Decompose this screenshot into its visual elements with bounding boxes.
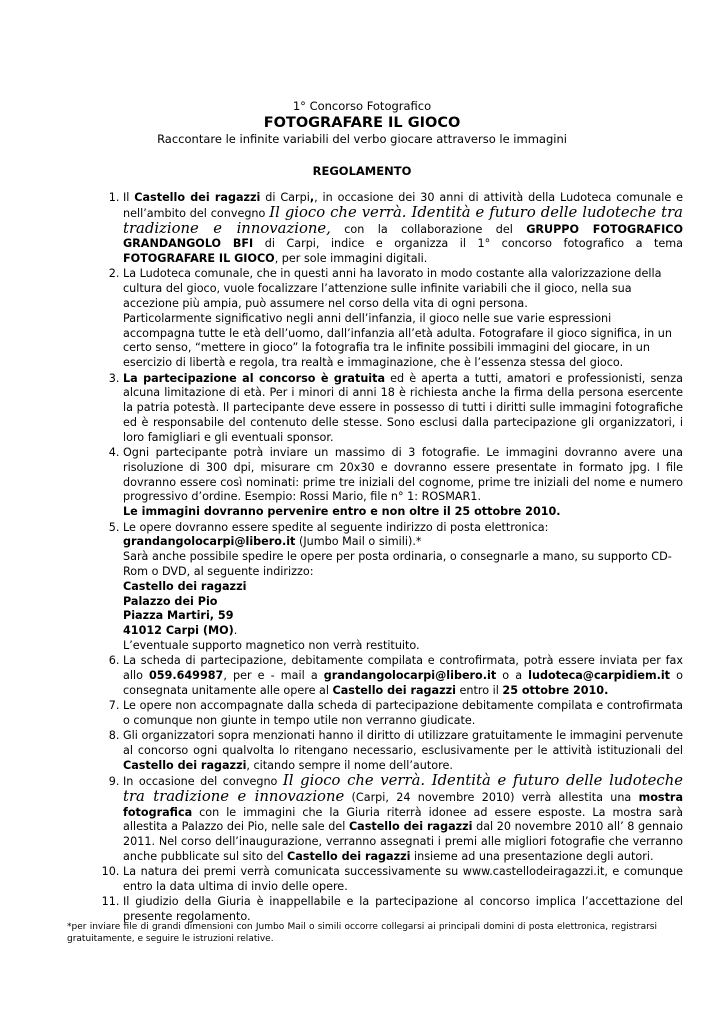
rule-3 bbox=[123, 372, 683, 446]
contest-theme: FOTOGRAFARE IL GIOCO bbox=[123, 252, 275, 266]
organizer-name: Castello dei ragazzi bbox=[134, 191, 261, 204]
contest-subtitle: Raccontare le infinite variabili del verbo giocare attraverso le immagini bbox=[157, 132, 567, 146]
address-punctuation: . bbox=[233, 624, 238, 638]
rule-5-text: 5. Le opere dovranno essere spedite al seguente indirizzo di posta elettronica: bbox=[123, 520, 549, 534]
rule-5-text: L’eventuale supporto magnetico non verrà restituito. bbox=[123, 638, 420, 652]
submission-email[interactable]: grandangolocarpi@libero.it bbox=[123, 535, 296, 549]
address-line: Piazza Martiri, 59 bbox=[123, 609, 234, 623]
footnote: *per inviare file di grandi dimensioni con Jumbo Mail o simili occorre collegarsi ai principali domini di posta elettronica, registrarsi gratuitamente, e seguire le istruzioni relative. bbox=[67, 922, 657, 944]
rule-9-text: insieme ad una presentazione degli autori. bbox=[410, 850, 654, 864]
email-link[interactable]: ludoteca@carpidiem.it bbox=[528, 669, 671, 682]
contest-title: FOTOGRAFARE IL GIOCO bbox=[263, 115, 461, 131]
rule-9-text: dal 20 novembre 2010 all’ 8 gennaio 2011. Nel corso dell’inaugurazione, verranno assegnati i premi alle migliori fotografie che verranno anche pubblicate sul sito del bbox=[123, 820, 683, 864]
address-line: 41012 Carpi (MO) bbox=[123, 624, 234, 638]
rule-8 bbox=[123, 729, 683, 773]
exhibition-label: mostra fotografica bbox=[123, 790, 683, 819]
email-link[interactable]: grandangolocarpi@libero.it bbox=[323, 669, 497, 682]
rule-5 bbox=[123, 521, 683, 654]
rule-6 bbox=[123, 654, 683, 698]
rule-8-text: Gli organizzatori sopra menzionati hanno il diritto di utilizzare gratuitamente le immagini pervenute al concorso ogni qualvolta lo ritengano necessario, esclusivamente per le attività istituzionali del bbox=[123, 729, 683, 757]
rule-5-text: (Jumbo Mail o simili).* bbox=[295, 535, 422, 549]
rule-1-text: , per sole immagini digitali. bbox=[274, 252, 428, 266]
fax-number: 059.649987 bbox=[149, 669, 224, 682]
organizer-name: Castello dei ragazzi bbox=[123, 758, 247, 772]
document-header bbox=[0, 99, 724, 179]
rule-6-text: o a bbox=[496, 669, 529, 682]
rule-6-text: o consegnata unitamente alle opere al bbox=[123, 669, 683, 697]
rule-6-text: La scheda di partecipazione, debitamente compilata e controfirmata, potrà essere inviata per fax allo bbox=[123, 654, 683, 682]
rule-9-text: In occasione del convegno bbox=[123, 775, 283, 789]
rule-10 bbox=[123, 865, 683, 895]
rule-1-text: di Carpi, indice e organizza il 1° concorso fotografico a tema bbox=[253, 237, 683, 251]
rule-9-text: con le immagini che la Giuria riterrà idonee ad essere esposte. La mostra sarà allestita a Palazzo dei Pio, nelle sale del bbox=[123, 805, 683, 834]
rule-2-paragraph: 2. La Ludoteca comunale, che in questi anni ha lavorato in modo costante alla valorizzazione della cultura del gioco, vuole focalizzare l’attenzione sulle infinite variabili che il gioco, nella sua accezione più ampia, può assumere nel corso della vita di ogni persona. bbox=[123, 267, 662, 311]
rule-10-text: La natura dei premi verrà comunicata successivamente su www.castellodeiragazzi.it, e comunque entro la data ultima di invio delle opere. bbox=[123, 865, 683, 894]
rule-9-text: (Carpi, 24 novembre 2010) verrà allestita una bbox=[344, 790, 639, 804]
rule-6-text: , per e - mail a bbox=[223, 669, 324, 682]
organizer-name: Castello dei ragazzi bbox=[348, 820, 473, 834]
rule-2 bbox=[123, 267, 683, 371]
rule-4 bbox=[123, 446, 683, 520]
free-participation: La partecipazione al concorso è gratuita bbox=[123, 371, 386, 385]
rule-8-text: , citando sempre il nome dell’autore. bbox=[246, 758, 453, 772]
organizer-name: Castello dei ragazzi bbox=[332, 683, 456, 697]
rule-1-text: di Carpi bbox=[260, 191, 310, 204]
conference-title: Il gioco che verrà. Identità e futuro delle ludoteche tra tradizione e innovazione, bbox=[123, 203, 683, 237]
rule-2-paragraph: Particolarmente significativo negli anni dell’infanzia, il gioco nelle sue varie espressioni accompagna tutte le età dell’uomo, dall’infanzia all’età adulta. Fotografare il gioco significa, in un certo senso, “mettere in gioco” la fotografia tra le infinite possibili immagini del giocare, in un esercizio di libertà e regola, tra realtà e immaginazione, che è l’essenza stessa del gioco. bbox=[123, 311, 672, 370]
rule-7 bbox=[123, 699, 683, 729]
rules-list bbox=[96, 191, 683, 926]
section-heading: REGOLAMENTO bbox=[312, 164, 412, 178]
address-line: Castello dei ragazzi bbox=[123, 579, 247, 593]
rule-1-text: , in occasione dei 30 anni di attività della Ludoteca comunale e nell’ambito del convegno bbox=[123, 191, 683, 220]
conference-title: Il gioco che verrà. Identità e futuro delle ludoteche tra tradizione e innovazione bbox=[123, 772, 683, 805]
deadline-notice: Le immagini dovranno pervenire entro e non oltre il 25 ottobre 2010. bbox=[123, 505, 561, 519]
address-line: Palazzo dei Pio bbox=[123, 594, 218, 608]
rule-1-text: Il bbox=[123, 191, 135, 204]
organizer-name: Castello dei ragazzi bbox=[287, 850, 411, 864]
rule-4-text: Ogni partecipante potrà inviare un massimo di 3 fotografie. Le immagini dovranno avere una risoluzione di 300 dpi, misurare cm 20x30 e dovranno essere presentate in formato jpg. I file dovranno essere così nominati: prime tre iniziali del cognome, prime tre iniziali del nome e numero progressivo d’ordine. Esempio: Rossi Mario, file n° 1: ROSMAR1. bbox=[123, 446, 683, 504]
photo-group-name: GRUPPO FOTOGRAFICO GRANDANGOLO BFI bbox=[123, 222, 683, 251]
contest-label: 1° Concorso Fotografico bbox=[292, 99, 432, 113]
rule-5-text: Sarà anche possibile spedire le opere per posta ordinaria, o consegnarle a mano, su supporto CD-Rom o DVD, al seguente indirizzo: bbox=[123, 550, 672, 578]
rule-1-text: con la collaborazione del bbox=[330, 222, 527, 236]
rule-1: 1. Il Castello dei ragazzi di Carpi,, in occasione dei 30 anni di attività della Ludoteca comunale e nell’ambito del convegno Il gioco che verrà. Identità e futuro delle ludoteche tra tradizione e innovazione, con la collaborazione del GRUPPO FOTOGRAFICO GRANDANGOLO BFI di Carpi, indice e organizza il 1° concorso fotografico a tema FOTOGRAFARE IL GIOCO, per sole immagini digitali. bbox=[123, 191, 683, 267]
rule-3-text: ed è aperta a tutti, amatori e professionisti, senza alcuna limitazione di età. Per i minori di anni 18 è richiesta anche la firma della persona esercente la patria potestà. Il partecipante deve essere in possesso di tutti i diritti sulle immagini fotografiche ed è responsabile del contenuto delle stesse. Sono esclusi dalla partecipazione gli organizzatori, i loro famigliari e gli eventuali sponsor. bbox=[123, 371, 683, 444]
rule-6-text: entro il bbox=[455, 683, 503, 697]
rule-11-text: Il giudizio della Giuria è inappellabile e la partecipazione al concorso implica l’accettazione del presente regolamento. bbox=[123, 895, 683, 924]
deadline-date: 25 ottobre 2010. bbox=[502, 683, 609, 697]
rule-9 bbox=[123, 774, 683, 865]
rule-7-text: Le opere non accompagnate dalla scheda di partecipazione debitamente compilata e controfirmata o comunque non giunte in tempo utile non verranno giudicate. bbox=[123, 699, 683, 727]
